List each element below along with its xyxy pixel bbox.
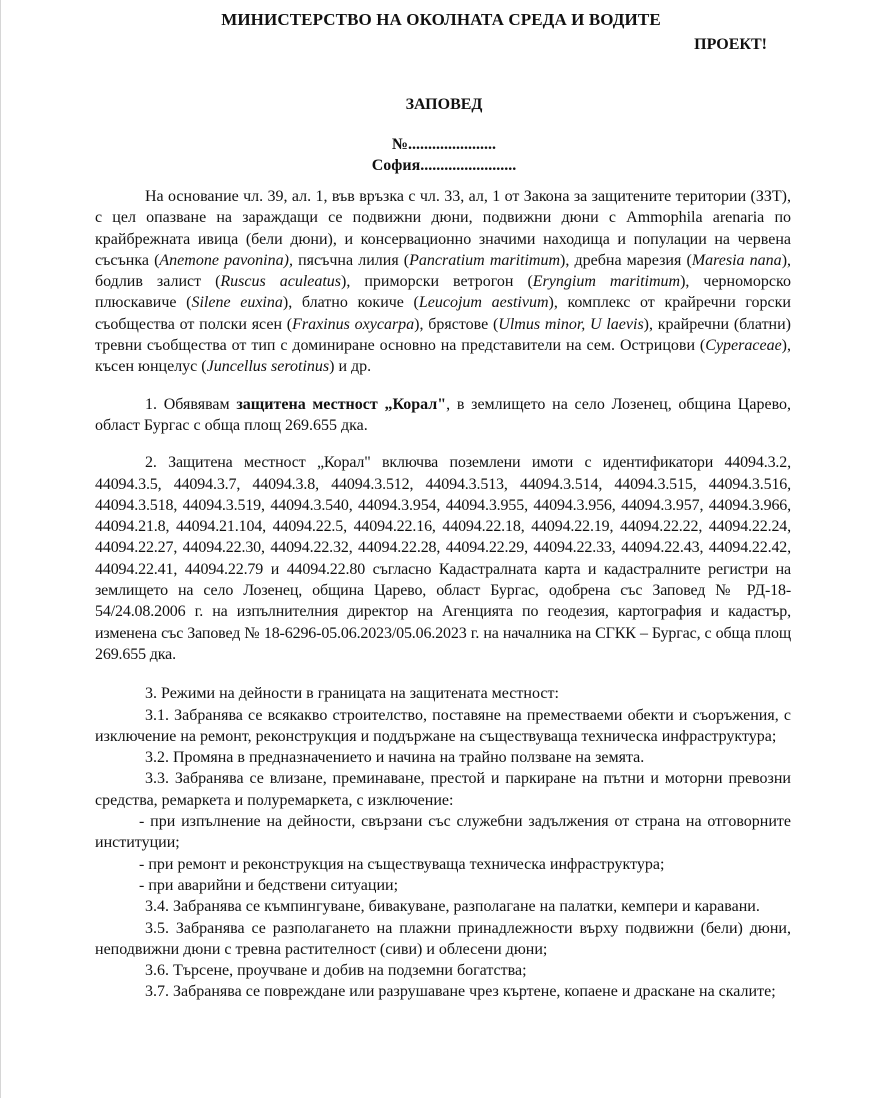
preamble-text: ), дребна марезия ( (560, 251, 692, 269)
preamble-text: ) и др. (329, 358, 372, 376)
document-body (95, 186, 791, 1003)
item-3-heading: 3. Режими на дейности в границата на защитената местност: (145, 685, 559, 703)
species-name: Anemone pavonina), (159, 251, 293, 269)
item-1-lead: 1. Обявявам (145, 395, 237, 413)
item-3-7: 3.7. Забранява се повреждане или разрушаване чрез къртене, копаене и драскане на скалите; (145, 983, 776, 1001)
species-name: Leucojum aestivum (418, 294, 549, 312)
protected-area-name: защитена местност „Корал" (236, 395, 447, 413)
preamble-text: На основание чл. 39, ал. 1, във връзка с чл. 33, ал, 1 от Закона за защитените територии (ЗЗТ), с цел опазване на зараждащи се подвижни дюни, подвижни дюни с Ammophila arenaria по крайбрежната ивица (бели дюни), и консервационно значими находища и популации на червена съсънка ( (95, 188, 791, 269)
item-3-2: 3.2. Промяна в предназначението и начина на трайно ползване на земята. (145, 749, 645, 767)
species-name: Fraxinus oxycarpa (292, 315, 415, 333)
species-name: Ulmus minor, U laevis (498, 315, 644, 333)
item-3-3-exception-2: - при ремонт и реконструкция на съществуваща техническа инфраструктура; (139, 855, 665, 873)
preamble-paragraph (95, 186, 791, 378)
order-number: №...................... (391, 136, 497, 153)
order-place: София........................ (371, 157, 517, 174)
item-2-paragraph: 2. Защитена местност „Корал" включва поземлени имоти с идентификатори 44094.3.2, 44094.3.5, 44094.3.7, 44094.3.8, 44094.3.512, 44094.3.513, 44094.3.514, 44094.3.515, 44094.3.516, 44094.3.518, 44094.3.519, 44094.3.540, 44094.3.954, 44094.3.955, 44094.3.956, 44094.3.957, 44094.3.966, 44094.21.8, 44094.21.104, 44094.22.5, 44094.22.16, 44094.22.18, 44094.22.19, 44094.22.22, 44094.22.24, 44094.22.27, 44094.22.30, 44094.22.32, 44094.22.28, 44094.22.29, 44094.22.33, 44094.22.43, 44094.22.42, 44094.22.41, 44094.22.79 и 44094.22.80 съгласно Кадастралната карта и кадастралните регистри на землището на село Лозенец, община Царево, област Бургас, одобрена със Заповед № РД-18-54/24.08.2006 г. на изпълнителния директор на Агенцията по геодезия, картография и кадастър, изменена със Заповед № 18-6296-05.06.2023/05.06.2023 г. на началника на СГКК – Бургас, с обща площ 269.655 дка. (95, 454, 791, 663)
item-3-4: 3.4. Забранява се къмпингуване, бивакуване, разполагане на палатки, кемпери и каравани. (145, 898, 760, 916)
species-name: Juncellus serotinus (206, 358, 330, 376)
item-3-3-exception-1: - при изпълнение на дейности, свързани със служебни задължения от страна на отговорните институции; (95, 813, 791, 852)
species-name: Maresia nana (691, 251, 782, 269)
preamble-text: ), брястове ( (414, 315, 499, 333)
draft-label: ПРОЕКТ! (694, 36, 767, 53)
order-title: ЗАПОВЕД (405, 96, 483, 113)
preamble-text: ), комплекс от крайречни горски съобщества от полски ясен ( (95, 294, 791, 333)
item-1-text: , в землището на село Лозенец, община Царево, област Бургас с обща площ 269.655 дка. (95, 395, 792, 434)
ministry-heading: МИНИСТЕРСТВО НА ОКОЛНАТА СРЕДА И ВОДИТЕ (221, 10, 661, 29)
preamble-text: ), приморски ветрогон ( (341, 273, 533, 291)
item-1-paragraph (95, 394, 791, 437)
species-name: Ruscus aculeatus (220, 273, 342, 291)
item-3-5: 3.5. Забранява се разполагането на плажни принадлежности върху подвижни (бели) дюни, неподвижни дюни с тревна растителност (сиви) и облесени дюни; (95, 919, 791, 958)
preamble-text: ), бодлив залист ( (95, 251, 792, 291)
preamble-text: ), блатно кокиче ( (282, 294, 419, 312)
species-name: Eryngium maritimum (532, 273, 681, 291)
species-name: Cyperaceae (705, 337, 782, 355)
preamble-text: ), черноморско плюскавиче ( (95, 273, 791, 312)
item-3-6: 3.6. Търсене, проучване и добив на подземни богатства; (145, 962, 527, 980)
species-name: Pancratium maritimum (409, 251, 561, 269)
item-3-1: 3.1. Забранява се всякакво строителство, поставяне на преместваеми обекти и съоръжения, с изключение на ремонт, реконструкция и поддържане на съществуваща техническа инфраструктура; (95, 706, 791, 745)
species-name: Silene euxina (191, 294, 283, 312)
item-3-3-exception-3: - при аварийни и бедствени ситуации; (139, 876, 399, 894)
preamble-text: пясъчна лилия ( (292, 251, 410, 269)
item-3-3: 3.3. Забранява се влизане, преминаване, престой и паркиране на пътни и моторни превозни средства, ремаркета и полуремаркета, с изключение: (95, 770, 791, 809)
preamble-text: ), крайречни (блатни) тревни съобщества от тип с доминиране основно на представители на сем. Острицови ( (95, 315, 792, 355)
preamble-text: ), късен юнцелус ( (95, 337, 791, 376)
